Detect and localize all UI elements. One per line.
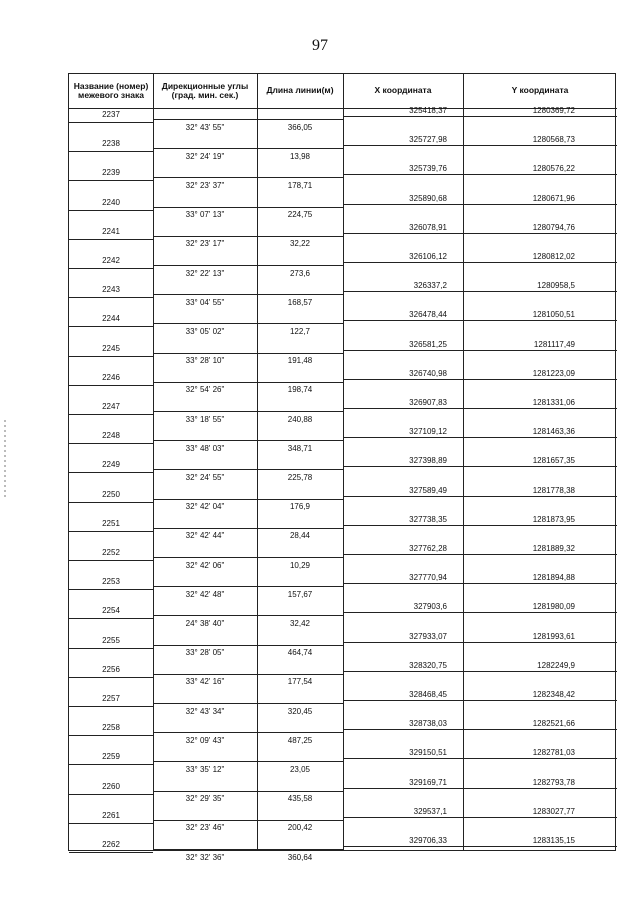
point-name: 2262: [102, 840, 120, 849]
direction-angle: 32° 54' 26": [185, 385, 225, 395]
direction-angle: 32° 42' 06": [185, 560, 225, 570]
x-coordinate: 327933,07: [409, 631, 447, 641]
x-coordinate: 325739,76: [409, 164, 447, 174]
header-length: Длина линии(м): [266, 85, 334, 96]
x-coordinate: 326740,98: [409, 368, 447, 378]
row-divider: [69, 735, 153, 736]
row-divider: [153, 323, 257, 324]
x-coordinate: 329537,1: [413, 806, 447, 816]
x-coordinate: 325727,98: [409, 135, 447, 145]
x-coordinate: 327770,94: [409, 573, 447, 583]
y-coordinate: 1280568,73: [532, 135, 575, 145]
row-divider: [153, 703, 257, 704]
direction-angle: 32° 09' 43": [185, 735, 225, 745]
x-coordinate: 329150,51: [409, 748, 447, 758]
row-divider: [257, 323, 343, 324]
row-divider: [69, 648, 153, 649]
row-divider: [343, 817, 463, 818]
row-divider: [153, 557, 257, 558]
point-name: 2244: [102, 314, 120, 324]
y-coordinate: 1281873,95: [532, 514, 575, 524]
point-name: 2237: [102, 110, 120, 119]
x-coordinate: 327903,6: [413, 602, 447, 612]
line-length: 225,78: [287, 473, 313, 482]
x-coordinate: 326106,12: [409, 252, 447, 261]
row-divider: [463, 262, 617, 263]
row-divider: [153, 236, 257, 237]
point-name: 2240: [102, 197, 120, 207]
y-coordinate: 1281331,06: [532, 398, 575, 407]
header-y: Y координата: [511, 85, 569, 96]
row-divider: [153, 528, 257, 529]
row-divider: [69, 472, 153, 473]
line-length: 435,58: [287, 794, 313, 804]
row-divider: [463, 583, 617, 584]
direction-angle: 33° 48' 03": [185, 443, 225, 453]
direction-angle: 33° 07' 13": [185, 210, 225, 220]
row-divider: [257, 791, 343, 792]
line-length: 200,42: [287, 823, 313, 833]
row-divider: [343, 262, 463, 263]
row-divider: [257, 615, 343, 616]
row-divider: [343, 174, 463, 175]
row-divider: [69, 414, 153, 415]
row-divider: [69, 823, 153, 824]
row-divider: [257, 732, 343, 733]
line-length: 32,22: [289, 239, 311, 249]
direction-angle: 33° 18' 55": [185, 414, 225, 424]
y-coordinate: 1281993,61: [532, 631, 575, 641]
line-length: 487,25: [287, 735, 313, 745]
point-name: 2242: [102, 256, 120, 265]
row-divider: [257, 674, 343, 675]
y-coordinate: 1282348,42: [532, 690, 575, 699]
row-divider: [343, 350, 463, 351]
point-name: 2255: [102, 635, 120, 645]
row-divider: [463, 496, 617, 497]
row-divider: [153, 849, 257, 850]
scan-artifact: [4, 420, 6, 500]
row-divider: [153, 674, 257, 675]
y-coordinate: 1283135,15: [532, 836, 575, 845]
row-divider: [463, 788, 617, 789]
row-divider: [343, 379, 463, 380]
row-divider: [153, 411, 257, 412]
y-coordinate: 1281050,51: [532, 310, 575, 320]
y-coordinate: 1282781,03: [532, 748, 575, 758]
row-divider: [343, 525, 463, 526]
row-divider: [463, 204, 617, 205]
row-divider: [463, 291, 617, 292]
row-divider: [257, 849, 343, 850]
line-length: 224,75: [287, 210, 313, 220]
y-coordinate: 1280576,22: [532, 164, 575, 174]
line-length: 28,44: [289, 531, 311, 541]
point-name: 2243: [102, 285, 120, 295]
row-divider: [153, 148, 257, 149]
y-coordinate: 1280671,96: [532, 193, 575, 203]
line-length: 122,7: [289, 327, 311, 336]
row-divider: [463, 174, 617, 175]
direction-angle: 33° 05' 02": [185, 327, 225, 336]
point-name: 2254: [102, 606, 120, 616]
row-divider: [343, 612, 463, 613]
y-coordinate: 1281463,36: [532, 427, 575, 437]
x-coordinate: 327109,12: [409, 427, 447, 437]
row-divider: [343, 233, 463, 234]
row-divider: [343, 116, 463, 117]
row-divider: [343, 729, 463, 730]
row-divider: [343, 437, 463, 438]
row-divider: [153, 294, 257, 295]
row-divider: [153, 586, 257, 587]
direction-angle: 32° 42' 04": [185, 502, 225, 512]
point-name: 2247: [102, 402, 120, 411]
row-divider: [463, 350, 617, 351]
row-divider: [463, 379, 617, 380]
row-divider: [69, 180, 153, 181]
row-divider: [69, 326, 153, 327]
row-divider: [343, 204, 463, 205]
line-length: 32,42: [289, 619, 311, 628]
row-divider: [463, 758, 617, 759]
row-divider: [153, 382, 257, 383]
point-name: 2245: [102, 343, 120, 353]
page-number: 97: [312, 37, 328, 54]
row-divider: [153, 265, 257, 266]
direction-angle: 33° 35' 12": [185, 765, 225, 774]
direction-angle: 32° 22' 13": [185, 268, 225, 278]
row-divider: [257, 294, 343, 295]
x-coordinate: 325418,37: [409, 106, 447, 115]
row-divider: [69, 443, 153, 444]
row-divider: [69, 297, 153, 298]
row-divider: [69, 618, 153, 619]
row-divider: [343, 291, 463, 292]
row-divider: [343, 671, 463, 672]
row-divider: [69, 794, 153, 795]
row-divider: [69, 385, 153, 386]
direction-angle: 32° 23' 46": [185, 823, 225, 833]
row-divider: [343, 466, 463, 467]
direction-angle: 32° 23' 17": [185, 239, 225, 249]
row-divider: [463, 233, 617, 234]
point-name: 2257: [102, 694, 120, 703]
row-divider: [257, 119, 343, 120]
row-divider: [463, 671, 617, 672]
row-divider: [153, 791, 257, 792]
x-coordinate: 326478,44: [409, 310, 447, 320]
row-divider: [463, 612, 617, 613]
row-divider: [463, 554, 617, 555]
y-coordinate: 1280958,5: [537, 281, 575, 291]
line-length: 13,98: [289, 151, 311, 161]
row-divider: [343, 320, 463, 321]
x-coordinate: 328320,75: [409, 660, 447, 670]
row-divider: [153, 820, 257, 821]
row-divider: [153, 469, 257, 470]
row-divider: [463, 320, 617, 321]
point-name: 2251: [102, 518, 120, 528]
row-divider: [257, 469, 343, 470]
direction-angle: 32° 29' 35": [185, 794, 225, 804]
row-divider: [257, 645, 343, 646]
row-divider: [343, 642, 463, 643]
row-divider: [463, 846, 617, 847]
x-coordinate: 326907,83: [409, 398, 447, 407]
coordinates-table: [68, 73, 616, 862]
row-divider: [69, 706, 153, 707]
row-divider: [257, 586, 343, 587]
row-divider: [69, 764, 153, 765]
point-name: 2241: [102, 226, 120, 236]
row-divider: [257, 820, 343, 821]
row-divider: [343, 145, 463, 146]
row-divider: [343, 846, 463, 847]
row-divider: [153, 615, 257, 616]
point-name: 2239: [102, 168, 120, 178]
row-divider: [343, 408, 463, 409]
row-divider: [69, 151, 153, 152]
row-divider: [257, 177, 343, 178]
row-divider: [463, 525, 617, 526]
direction-angle: 33° 28' 05": [185, 648, 225, 658]
row-divider: [343, 700, 463, 701]
row-divider: [69, 852, 153, 853]
row-divider: [463, 700, 617, 701]
row-divider: [257, 207, 343, 208]
y-coordinate: 1280794,76: [532, 222, 575, 232]
y-coordinate: 1282249,9: [537, 660, 575, 670]
direction-angle: 32° 32' 36": [185, 852, 225, 862]
line-length: 273,6: [289, 268, 311, 278]
line-length: 348,71: [287, 443, 313, 453]
row-divider: [153, 440, 257, 441]
row-divider: [69, 677, 153, 678]
row-divider: [257, 382, 343, 383]
x-coordinate: 328468,45: [409, 690, 447, 699]
row-divider: [463, 466, 617, 467]
line-length: 464,74: [287, 648, 313, 658]
point-name: 2250: [102, 489, 120, 499]
x-coordinate: 326078,91: [409, 222, 447, 232]
point-name: 2253: [102, 577, 120, 587]
y-coordinate: 1280812,02: [532, 252, 575, 261]
row-divider: [69, 239, 153, 240]
line-length: 320,45: [287, 706, 313, 716]
row-divider: [69, 268, 153, 269]
line-length: 198,74: [287, 385, 313, 395]
line-length: 176,9: [289, 502, 311, 512]
direction-angle: 32° 43' 55": [185, 122, 225, 132]
x-coordinate: 325890,68: [409, 193, 447, 203]
row-divider: [69, 502, 153, 503]
line-length: 10,29: [289, 560, 311, 570]
y-coordinate: 1281889,32: [532, 544, 575, 553]
header-x: X координата: [374, 85, 432, 96]
point-name: 2249: [102, 460, 120, 470]
row-divider: [463, 729, 617, 730]
row-divider: [153, 761, 257, 762]
row-divider: [257, 353, 343, 354]
x-coordinate: 327738,35: [409, 514, 447, 524]
row-divider: [257, 236, 343, 237]
point-name: 2258: [102, 723, 120, 733]
direction-angle: 24° 38' 40": [185, 619, 225, 628]
direction-angle: 32° 24' 55": [185, 473, 225, 482]
y-coordinate: 1280369,72: [532, 106, 575, 115]
point-name: 2252: [102, 548, 120, 557]
line-length: 23,05: [289, 765, 311, 774]
row-divider: [153, 499, 257, 500]
row-divider: [153, 732, 257, 733]
row-divider: [69, 531, 153, 532]
row-divider: [343, 496, 463, 497]
line-length: 240,88: [287, 414, 313, 424]
row-divider: [463, 145, 617, 146]
row-divider: [463, 116, 617, 117]
header-name: Название (номер) межевого знака: [73, 80, 149, 100]
row-divider: [257, 557, 343, 558]
row-divider: [343, 758, 463, 759]
row-divider: [257, 499, 343, 500]
line-length: 157,67: [287, 589, 313, 599]
y-coordinate: 1281223,09: [532, 368, 575, 378]
row-divider: [153, 177, 257, 178]
row-divider: [343, 788, 463, 789]
y-coordinate: 1281778,38: [532, 485, 575, 495]
row-divider: [69, 589, 153, 590]
direction-angle: 32° 23' 37": [185, 181, 225, 190]
y-coordinate: 1282521,66: [532, 719, 575, 729]
row-divider: [257, 411, 343, 412]
row-divider: [257, 265, 343, 266]
row-divider: [153, 119, 257, 120]
row-divider: [69, 560, 153, 561]
point-name: 2248: [102, 431, 120, 441]
x-coordinate: 326337,2: [413, 281, 447, 291]
point-name: 2261: [102, 810, 120, 820]
row-divider: [463, 642, 617, 643]
header-angle: Дирекционные углы (град. мин. сек.): [161, 80, 249, 100]
row-divider: [69, 210, 153, 211]
point-name: 2246: [102, 372, 120, 382]
x-coordinate: 327398,89: [409, 456, 447, 466]
point-name: 2238: [102, 139, 120, 149]
x-coordinate: 326581,25: [409, 339, 447, 349]
line-length: 360,64: [287, 852, 313, 862]
row-divider: [463, 437, 617, 438]
y-coordinate: 1281117,49: [533, 339, 575, 349]
point-name: 2259: [102, 752, 120, 762]
y-coordinate: 1282793,78: [532, 777, 575, 787]
direction-angle: 32° 42' 44": [185, 531, 225, 541]
row-divider: [257, 148, 343, 149]
x-coordinate: 328738,03: [409, 719, 447, 729]
point-name: 2256: [102, 664, 120, 674]
direction-angle: 32° 43' 34": [185, 706, 225, 716]
y-coordinate: 1281657,35: [532, 456, 575, 466]
line-length: 178,71: [287, 181, 313, 190]
row-divider: [257, 528, 343, 529]
row-divider: [69, 356, 153, 357]
point-name: 2260: [102, 781, 120, 791]
row-divider: [463, 817, 617, 818]
row-divider: [257, 703, 343, 704]
row-divider: [257, 761, 343, 762]
row-divider: [153, 207, 257, 208]
y-coordinate: 1281980,09: [532, 602, 575, 612]
line-length: 168,57: [287, 297, 313, 307]
line-length: 177,54: [287, 677, 313, 687]
direction-angle: 33° 42' 16": [185, 677, 225, 687]
y-coordinate: 1283027,77: [532, 806, 575, 816]
direction-angle: 32° 24' 19": [185, 151, 225, 161]
y-coordinate: 1281894,88: [532, 573, 575, 583]
row-divider: [463, 408, 617, 409]
row-divider: [343, 583, 463, 584]
row-divider: [153, 353, 257, 354]
row-divider: [343, 554, 463, 555]
line-length: 191,48: [287, 356, 313, 366]
x-coordinate: 327762,28: [409, 544, 447, 553]
row-divider: [153, 645, 257, 646]
direction-angle: 33° 04' 55": [185, 297, 225, 307]
x-coordinate: 329169,71: [409, 777, 447, 787]
direction-angle: 32° 42' 48": [185, 589, 225, 599]
line-length: 366,05: [287, 122, 313, 132]
row-divider: [257, 440, 343, 441]
direction-angle: 33° 28' 10": [185, 356, 225, 366]
row-divider: [69, 122, 153, 123]
x-coordinate: 327589,49: [409, 485, 447, 495]
x-coordinate: 329706,33: [409, 836, 447, 845]
